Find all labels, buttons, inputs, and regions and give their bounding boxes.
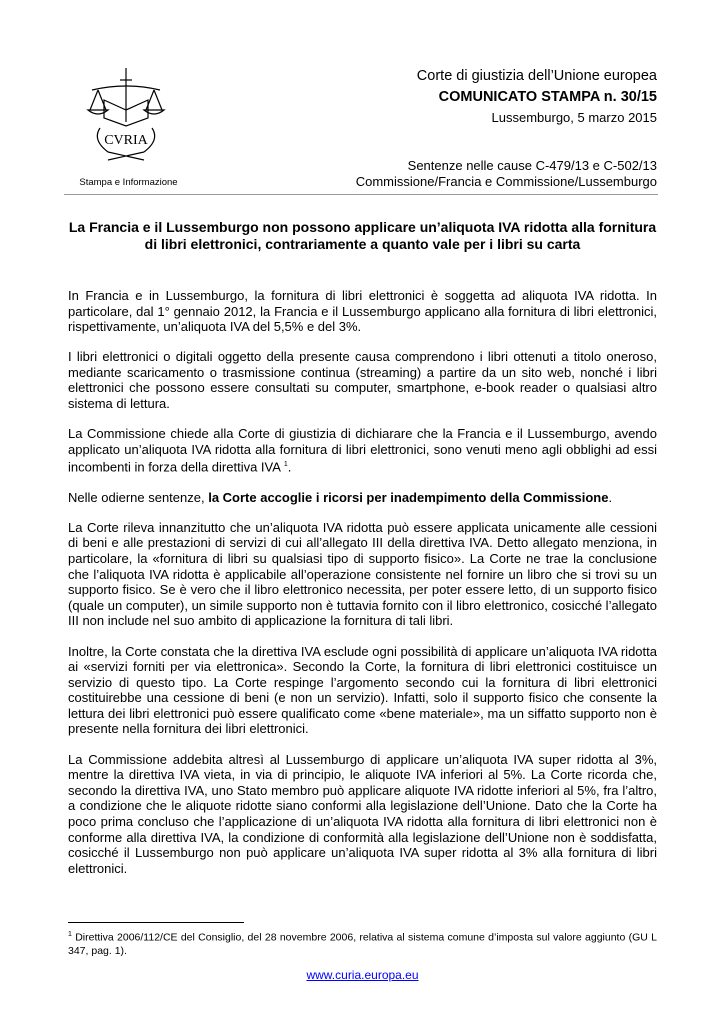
paragraph-text: . (287, 459, 292, 475)
footnote (68, 928, 657, 958)
document-title: La Francia e il Lussemburgo non possono applicare un’aliquota IVA ridotta alla fornitura di libri elettronici, contrariamente a quanto vale per i libri su carta (68, 219, 657, 252)
paragraph: La Commissione addebita altresì al Lussemburgo di applicare un’aliquota IVA super ridotta al 3%, mentre la direttiva IVA vieta, in via di principio, le aliquote IVA inferiori al 5%. La Corte ricorda che, secondo la direttiva IVA, uno Stato membro può applicare aliquote IVA ridotte inferiori al 5%, fra l’altro, a condizione che le aliquote ridotte siano conformi alla legislazione dell’Unione. Dato che la Corte ha poco prima concluso che l’applicazione di un’aliquota IVA ridotta alla fornitura di libri elettronici non è conforme alla direttiva IVA, la condizione di conformità alla legislazione dell’Unione non è soddisfatta, cosicché il Lussemburgo non può applicare un’aliquota IVA super ridotta al 3% alla fornitura di libri elettronici. (68, 751, 657, 876)
paragraph (68, 426, 657, 475)
document-body (68, 288, 657, 891)
paragraph-text: Nelle odierne sentenze, (68, 489, 209, 505)
website-link[interactable]: www.curia.europa.eu (306, 968, 419, 982)
ruling-highlight: la Corte accoglie i ricorsi per inadempimento della Commissione (208, 489, 609, 505)
logo-text: CVRIA (104, 133, 148, 148)
court-name: Corte di giustizia dell’Unione europea (416, 68, 657, 84)
paragraph-text: La Commissione chiede alla Corte di giustizia di dichiarare che la Francia e il Lussemburgo, avendo applicato un’aliquota IVA ridotta alla fornitura di libri elettronici, sono venuti meno agli obblighi ad essi incombenti in forza della direttiva IVA (68, 426, 657, 475)
paragraph-text: . (608, 489, 613, 505)
paragraph: La Corte rileva innanzitutto che un’aliquota IVA ridotta può essere applicata unicamente alle cessioni di beni e alle prestazioni di servizi di cui all’allegato III della direttiva IVA. Detto allegato menziona, in particolare, la «fornitura di libri su qualsiasi tipo di supporto fisico». La Corte ne trae la conclusione che l’aliquota IVA ridotta è applicabile all’operazione consistente nel fornire un libro che si trovi su un supporto fisico. Se è vero che il libro elettronico necessita, per poter essere letto, di un supporto fisico (quale un computer), un simile supporto non è tuttavia fornito con il libro elettronico, cosicché l’allegato III non include nel suo ambito di applicazione la fornitura di tali libri. (68, 519, 657, 629)
footnote-divider (68, 922, 244, 923)
curia-logo (84, 66, 168, 162)
case-parties: Commissione/Francia e Commissione/Lussemburgo (355, 174, 657, 189)
press-release-number: COMUNICATO STAMPA n. 30/15 (438, 89, 657, 105)
paragraph: Inoltre, la Corte constata che la direttiva IVA esclude ogni possibilità di applicare un’aliquota IVA ridotta ai «servizi forniti per via elettronica». Secondo la Corte, la fornitura di libri elettronici costituisce un servizio di questo tipo. La Corte respinge l’argomento secondo cui la fornitura di libri elettronici costituirebbe una cessione di beni (e non un servizio). Infatti, solo il supporto fisico che consente la lettura dei libri elettronici può essere qualificato come «bene materiale», ma un siffatto supporto non è presente nella fornitura dei libri elettronici. (68, 643, 657, 737)
footnote-mark: 1 (68, 931, 72, 938)
paragraph (68, 490, 657, 506)
footnote-text: Direttiva 2006/112/CE del Consiglio, del 28 novembre 2006, relativa al sistema comune d’imposta sul valore aggiunto (GU L 347, pag. 1). (68, 931, 657, 957)
header-divider (64, 194, 658, 195)
press-office-label: Stampa e Informazione (79, 177, 178, 188)
paragraph: I libri elettronici o digitali oggetto della presente causa comprendono i libri ottenuti a titolo oneroso, mediante scaricamento o trasmissione continua (streaming) a partire da un sito web, nonché i libri elettronici che possono essere consultati su computer, smartphone, e-book reader o qualsiasi altro sistema di lettura. (68, 349, 657, 412)
footnote-ref[interactable]: 1 (283, 461, 288, 469)
case-numbers: Sentenze nelle cause C-479/13 e C-502/13 (407, 158, 657, 173)
release-date: Lussemburgo, 5 marzo 2015 (491, 110, 657, 125)
paragraph: In Francia e in Lussemburgo, la fornitura di libri elettronici è soggetta ad aliquota IVA ridotta. In particolare, dal 1° gennaio 2012, la Francia e il Lussemburgo applicano alla fornitura di libri elettronici, rispettivamente, un’aliquota IVA del 5,5% e del 3%. (68, 288, 657, 335)
